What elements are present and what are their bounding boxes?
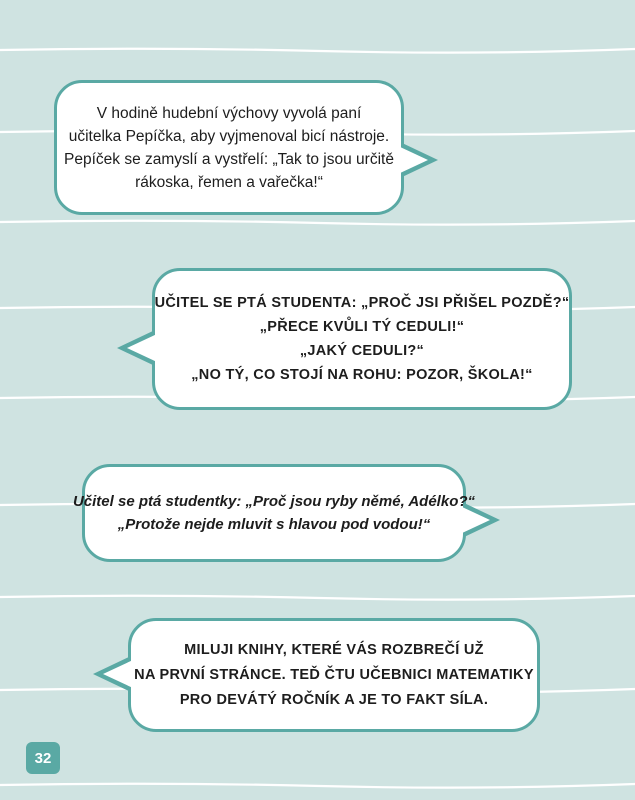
joke-line: „NO TÝ, CO STOJÍ NA ROHU: POZOR, ŠKOLA!“ — [191, 367, 533, 383]
joke-line: Pepíček se zamyslí a vystřelí: „Tak to jsou určitě — [64, 150, 394, 168]
joke-line: V hodině hudební výchovy vyvolá paní — [96, 104, 362, 122]
bubble-tail-fill — [103, 660, 133, 688]
joke-line: „Protože nejde mluvit s hlavou pod vodou!“ — [117, 516, 431, 533]
bubble-tail-fill — [127, 334, 157, 362]
joke-text-4 — [134, 638, 534, 713]
joke-line: NA PRVNÍ STRÁNCE. TEĎ ČTU UČEBNICI MATEMATIKY — [134, 666, 534, 683]
joke-bubble-4 — [128, 618, 540, 732]
joke-text-3 — [73, 490, 475, 536]
bubble-tail-fill — [398, 146, 428, 174]
joke-line: UČITEL SE PTÁ STUDENTA: „PROČ JSI PŘIŠEL POZDĚ?“ — [154, 295, 570, 311]
page-number: 32 — [26, 742, 60, 774]
joke-line: „PŘECE KVŮLI TÝ CEDULI!“ — [259, 319, 465, 335]
joke-bubble-1 — [54, 80, 404, 215]
bubble-tail-fill — [460, 506, 490, 534]
joke-bubble-2 — [152, 268, 572, 410]
joke-text-1 — [64, 102, 394, 194]
joke-line: Učitel se ptá studentky: „Proč jsou ryby němé, Adélko?“ — [72, 493, 476, 510]
joke-line: PRO DEVÁTÝ ROČNÍK A JE TO FAKT SÍLA. — [179, 691, 489, 708]
joke-line: učitelka Pepíčka, aby vyjmenoval bicí nástroje. — [68, 127, 390, 145]
joke-bubble-3 — [72, 464, 476, 562]
joke-line: „JAKÝ CEDULI?“ — [299, 343, 425, 359]
joke-line: rákoska, řemen a vařečka!“ — [135, 173, 323, 191]
joke-line: MILUJI KNIHY, KTERÉ VÁS ROZBREČÍ UŽ — [184, 641, 484, 658]
joke-text-2 — [155, 291, 570, 387]
